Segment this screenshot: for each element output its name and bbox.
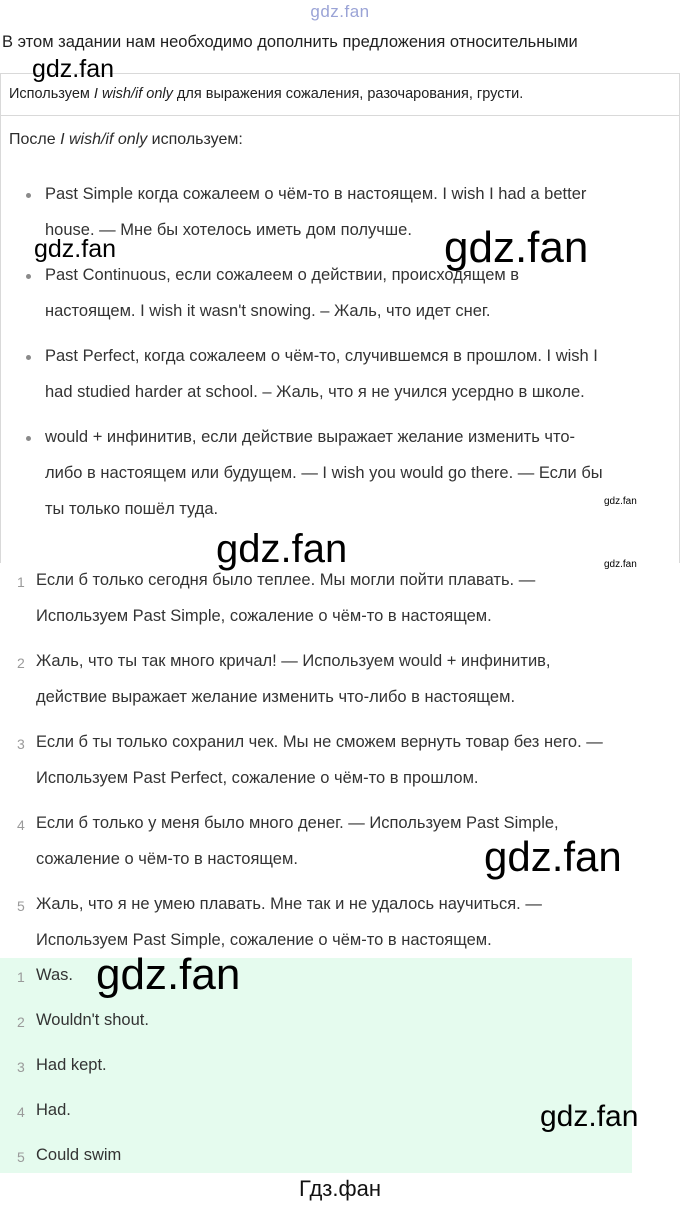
watermark-label: gdz.fan <box>604 496 637 507</box>
bullet-line: had studied harder at school. – Жаль, что я не учился усердно в школе. <box>45 383 585 401</box>
answer-text: Wouldn't shout. <box>36 1011 149 1029</box>
explanation-line: Если б только у меня было много денег. — Используем Past Simple, <box>36 814 559 832</box>
bullet-line: ты только пошёл туда. <box>45 500 219 518</box>
bullet-dot <box>26 193 31 198</box>
watermark-label: gdz.fan <box>96 950 241 999</box>
answer-number: 4 <box>17 1104 25 1120</box>
bullet-line: house. — Мне бы хотелось иметь дом получше. <box>45 221 412 239</box>
answer-number: 1 <box>17 969 25 985</box>
explanation-number: 5 <box>17 898 25 914</box>
explanation-line: Используем Past Perfect, сожаление о чём-то в прошлом. <box>36 769 479 787</box>
bullet-line: Past Continuous, если сожалеем о действии, происходящем в <box>45 266 520 284</box>
bullet-line: would + инфинитив, если действие выражает желание изменить что- <box>45 428 576 446</box>
watermark-label: gdz.fan <box>484 833 622 880</box>
explanation-line: Если б только сегодня было теплее. Мы могли пойти плавать. — <box>36 571 536 589</box>
intro-text: В этом задании нам необходимо дополнить предложения относительными <box>2 33 578 51</box>
answer-number: 2 <box>17 1014 25 1030</box>
watermark-label: gdz.fan <box>444 223 589 272</box>
explanation-line: действие выражает желание изменить что-либо в настоящем. <box>36 688 516 706</box>
answer-number: 5 <box>17 1149 25 1165</box>
explanation-line: Жаль, что я не умею плавать. Мне так и не удалось научиться. — <box>36 895 542 913</box>
watermark-label: gdz.fan <box>604 559 637 570</box>
explanation-number: 4 <box>17 817 25 833</box>
explanation-line: Жаль, что ты так много кричал! — Используем would + инфинитив, <box>36 652 551 670</box>
bullet-dot <box>26 436 31 441</box>
explanation-number: 1 <box>17 574 25 590</box>
bullet-line: Past Simple когда сожалеем о чём-то в настоящем. I wish I had a better <box>45 185 587 203</box>
answer-text: Was. <box>36 966 73 984</box>
explanation-number: 2 <box>17 655 25 671</box>
watermark-label: gdz.fan <box>540 1100 639 1133</box>
explanation-line: Используем Past Simple, сожаление о чём-то в настоящем. <box>36 607 492 625</box>
explanation-line: сожаление о чём-то в настоящем. <box>36 850 298 868</box>
footer-label: Гдз.фан <box>299 1176 381 1201</box>
explanation-line: Используем Past Simple, сожаление о чём-то в настоящем. <box>36 931 492 949</box>
explanation-number: 3 <box>17 736 25 752</box>
answer-number: 3 <box>17 1059 25 1075</box>
bullet-dot <box>26 355 31 360</box>
answer-text: Could swim <box>36 1146 122 1164</box>
answer-text: Had. <box>36 1101 71 1119</box>
bullet-line: Past Perfect, когда сожалеем о чём-то, случившемся в прошлом. I wish I <box>45 347 598 365</box>
rule-after-text: После I wish/if only используем: <box>9 131 243 148</box>
watermark-label: gdz.fan <box>216 527 348 571</box>
bullet-line: настоящем. I wish it wasn't snowing. – Жаль, что идет снег. <box>45 302 491 320</box>
watermark-top: gdz.fan <box>310 2 370 21</box>
watermark-label: gdz.fan <box>32 55 115 83</box>
answer-text: Had kept. <box>36 1056 107 1074</box>
bullet-dot <box>26 274 31 279</box>
explanation-line: Если б ты только сохранил чек. Мы не сможем вернуть товар без него. — <box>36 733 603 751</box>
bullet-line: либо в настоящем или будущем. — I wish you would go there. — Если бы <box>45 464 603 482</box>
rule-header-text: Используем I wish/if only для выражения сожаления, разочарования, грусти. <box>9 86 524 102</box>
watermark-label: gdz.fan <box>34 235 117 263</box>
